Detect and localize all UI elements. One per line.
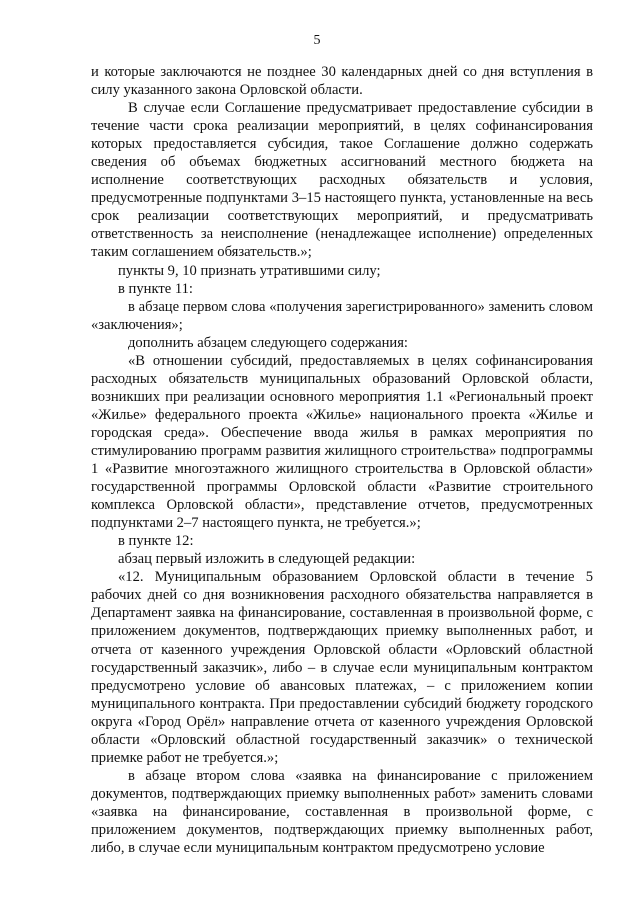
paragraph-point-12-heading: в пункте 12: — [118, 533, 194, 550]
paragraph-point-12-quote: «12. Муниципальным образованием Орловской области в течение 5 рабочих дней со дня возникновения расходного обязательства направляется в Департамент заявка на финансирование, составленная в произвольной форме, с приложением документов, подтверждающих приемку выполненных работ, и отчета от казенного учреждения Орловской области «Орловский областной государственный заказчик», либо – в случае если муниципальным контрактом предусмотрено условие об авансовых платежах, – с приложением копии муниципального контракта. При предоставлении субсидий бюджету городского округа «Город Орёл» направление отчета от казенного учреждения Орловской области «Орловский областной государственный заказчик» о технической приемке работ не требуется.»; — [91, 569, 593, 766]
paragraph-continuation: и которые заключаются не позднее 30 календарных дней со дня вступления в силу указанного закона Орловской области. — [91, 64, 593, 99]
paragraph-subsidies-quote: «В отношении субсидий, предоставляемых в целях софинансирования расходных обязательств муниципальных образований Орловской области, возникших при реализации основного мероприятия 1.1 «Региональный проект «Жилье» федерального проекта «Жилье» национального проекта «Жилье и городская среда». Обеспечение ввода жилья в рамках мероприятия по стимулированию программ развития жилищного строительства» подпрограммы 1 «Развитие многоэтажного жилищного строительства в Орловской области» государственной программы Орловской области «Развитие строительного комплекса Орловской области», представление отчетов, предусмотренных подпунктами 2–7 настоящего пункта, не требуется.»; — [91, 352, 593, 532]
paragraph-agreement-conditions: В случае если Соглашение предусматривает предоставление субсидии в течение части срока реализации мероприятий, в целях софинансирования которых предоставляется субсидия, такое Соглашение должно содержать сведения об объемах бюджетных ассигнований местного бюджета на исполнение соответствующих расходных обязательств и условия, предусмотренные подпунктами 3–15 настоящего пункта, установленные на весь срок реализации соответствующих мероприятий, и предусматривать ответственность за неисполнение (ненадлежащее исполнение) определенных таким соглашением обязательств.»; — [91, 100, 593, 261]
paragraph-point-12-second: в абзаце втором слова «заявка на финансирование с приложением документов, подтверждающих приемку выполненных работ» заменить словами «заявка на финансирование, составленная в произвольной форме, с приложением документов, подтверждающих приемку выполненных работ, либо, в случае если муниципальным контрактом предусмотрено условие — [91, 767, 593, 857]
document-body — [91, 63, 593, 857]
paragraph-point-11-heading: в пункте 11: — [118, 280, 193, 297]
paragraph-add-clause: дополнить абзацем следующего содержания: — [128, 334, 408, 351]
paragraph-points-9-10: пункты 9, 10 признать утратившими силу; — [118, 262, 381, 279]
page-number: 5 — [313, 33, 321, 48]
paragraph-point-11-first: в абзаце первом слова «получения зарегистрированного» заменить словом «заключения»; — [91, 298, 593, 333]
paragraph-point-12-first: абзац первый изложить в следующей редакции: — [118, 551, 416, 568]
